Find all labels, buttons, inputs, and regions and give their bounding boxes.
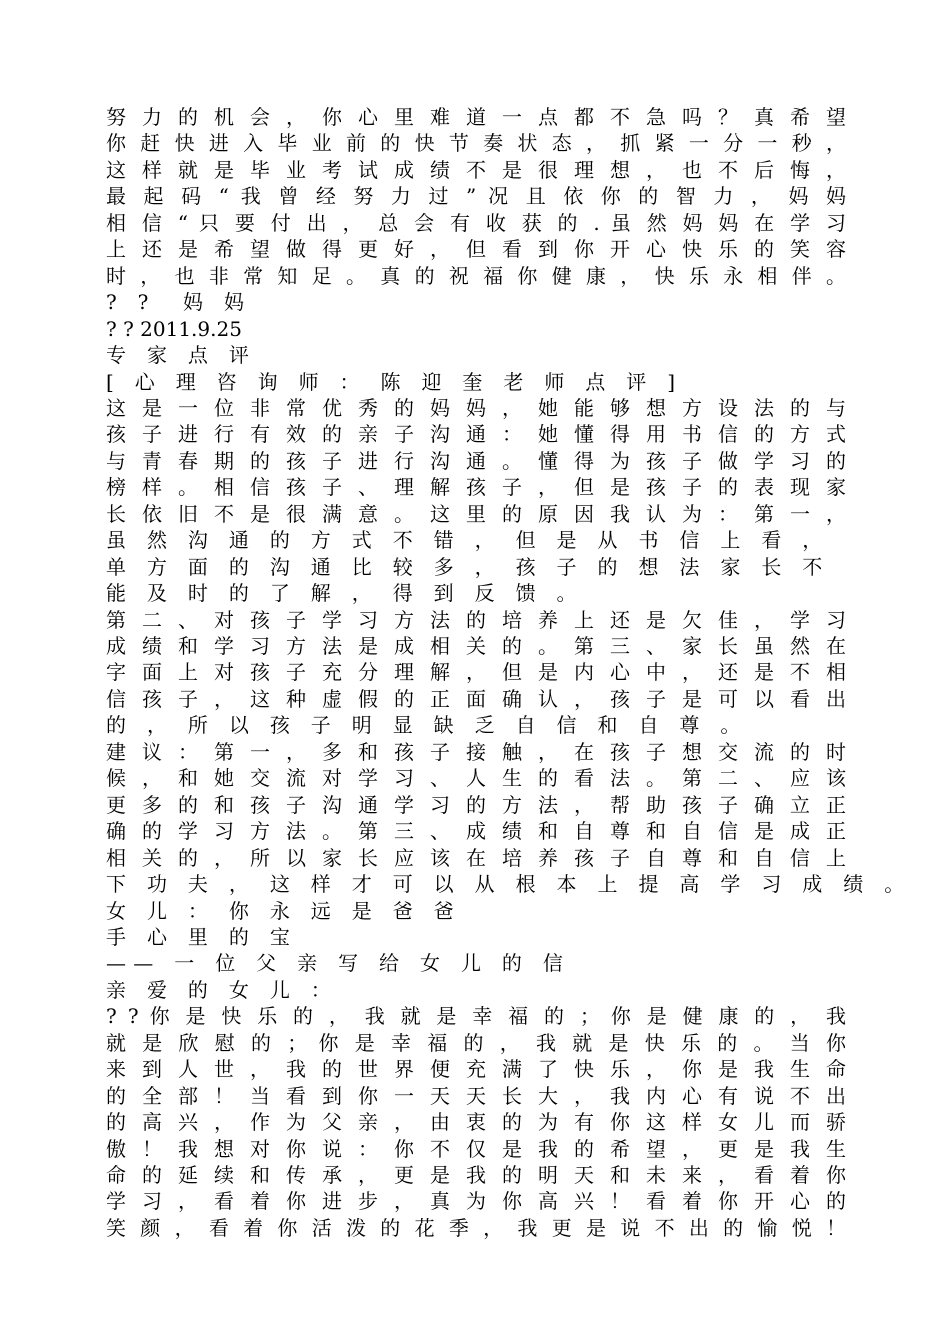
text-line: 孩 子 进 行 有 效 的 亲 子 沟 通 ： 她 懂 得 用 书 信 的 方 式 [106,422,846,447]
text-line: 相 信 “ 只 要 付 出 ， 总 会 有 收 获 的 . 虽 然 妈 妈 在 学 习 [106,210,846,235]
text-line: 上 还 是 希 望 做 得 更 好 ， 但 看 到 你 开 心 快 乐 的 笑 容 [106,237,846,262]
text-line: 第 二 、 对 孩 子 学 习 方 法 的 培 养 上 还 是 欠 佳 ， 学 习 [106,607,846,632]
text-line: ? ? 你 是 快 乐 的 ， 我 就 是 幸 福 的 ； 你 是 健 康 的 ， 我 [106,1004,846,1029]
text-line: 来 到 人 世 ， 我 的 世 界 便 充 满 了 快 乐 ， 你 是 我 生 命 [106,1057,846,1082]
text-line: 字 面 上 对 孩 子 充 分 理 解 ， 但 是 内 心 中 ， 还 是 不 相 [106,660,846,685]
text-line: [ 心 理 咨 询 师 ： 陈 迎 奎 老 师 点 评 ] [106,369,683,394]
text-line: 手 心 里 的 宝 [106,924,298,949]
text-line: 与 青 春 期 的 孩 子 进 行 沟 通 。 懂 得 为 孩 子 做 学 习 的 [106,448,846,473]
text-line: 的 全 部 ！ 当 看 到 你 一 天 天 长 大 ， 我 内 心 有 说 不 出 [106,1083,846,1108]
text-line: 努 力 的 机 会 ， 你 心 里 难 道 一 点 都 不 急 吗 ？ 真 希 望 [106,105,846,129]
text-line: ? ? 2011.9.25 [106,316,242,341]
text-line: 女 儿 ： 你 永 远 是 爸 爸 [106,898,461,923]
text-line: 成 绩 和 学 习 方 法 是 成 相 关 的 。 第 三 、 家 长 虽 然 在 [106,634,846,658]
text-line: 建 议 ： 第 一 ， 多 和 孩 子 接 触 ， 在 孩 子 想 交 流 的 时 [106,739,846,764]
text-line: 这 样 就 是 毕 业 考 试 成 绩 不 是 很 理 想 ， 也 不 后 悔 ， [106,157,846,182]
text-line: 虽 然 沟 通 的 方 式 不 错 ， 但 是 从 书 信 上 看 ， [106,528,830,553]
text-line: 就 是 欣 慰 的 ； 你 是 幸 福 的 ， 我 就 是 快 乐 的 。 当 你 [106,1030,846,1055]
text-line: ? ? 妈 妈 [106,290,252,315]
text-line: 学 习 ， 看 着 你 进 步 ， 真 为 你 高 兴 ！ 看 着 你 开 心 的 [106,1189,846,1214]
text-line: 最 起 码 “ 我 曾 经 努 力 过 ” 况 且 依 你 的 智 力 ， 妈 妈 [106,184,846,209]
text-line: 你 赶 快 进 入 毕 业 前 的 快 节 奏 状 态 ， 抓 紧 一 分 一 秒 ， [106,131,846,156]
text-line: 时 ， 也 非 常 知 足 。 真 的 祝 福 你 健 康 ， 快 乐 永 相 伴 。 [106,263,846,288]
text-line: 命 的 延 续 和 传 承 ， 更 是 我 的 明 天 和 未 来 ， 看 着 你 [106,1163,846,1187]
text-line: 更 多 的 和 孩 子 沟 通 学 习 的 方 法 ， 帮 助 孩 子 确 立 正 [106,792,846,817]
text-line: —— 一 位 父 亲 写 给 女 儿 的 信 [106,951,571,976]
text-line: 专 家 点 评 [106,343,257,368]
text-line: 的 ， 所 以 孩 子 明 显 缺 乏 自 信 和 自 尊 。 [106,713,748,738]
text-line: 确 的 学 习 方 法 。 第 三 、 成 绩 和 自 尊 和 自 信 是 成 正 [106,819,846,844]
text-line: 能 及 时 的 了 解 ， 得 到 反 馈 。 [106,581,584,606]
text-line: 单 方 面 的 沟 通 比 较 多 ， 孩 子 的 想 法 家 长 不 [106,554,830,579]
text-line: 傲 ！ 我 想 对 你 说 ： 你 不 仅 是 我 的 希 望 ， 更 是 我 生 [106,1136,846,1161]
text-line: 亲 爱 的 女 儿 ： [106,977,339,1002]
text-line: 下 功 夫 ， 这 样 才 可 以 从 根 本 上 提 高 学 习 成 绩 。 [106,872,912,897]
text-line: 笑 颜 ， 看 着 你 活 泼 的 花 季 ， 我 更 是 说 不 出 的 愉 悦 ！ [106,1215,846,1240]
text-line: 这 是 一 位 非 常 优 秀 的 妈 妈 ， 她 能 够 想 方 设 法 的 与 [106,395,846,420]
text-line: 候 ， 和 她 交 流 对 学 习 、 人 生 的 看 法 。 第 二 、 应 该 [106,766,846,791]
text-line: 长 依 旧 不 是 很 满 意 。 这 里 的 原 因 我 认 为 ： 第 一 ， [106,501,846,526]
text-line: 相 关 的 ， 所 以 家 长 应 该 在 培 养 孩 子 自 尊 和 自 信 上 [106,845,846,870]
text-line: 的 高 兴 ， 作 为 父 亲 ， 由 衷 的 为 有 你 这 样 女 儿 而 骄 [106,1110,846,1135]
text-line: 信 孩 子 ， 这 种 虚 假 的 正 面 确 认 ， 孩 子 是 可 以 看 出 [106,686,846,711]
text-line: 榜 样 。 相 信 孩 子 、 理 解 孩 子 ， 但 是 孩 子 的 表 现 家 [106,475,846,500]
